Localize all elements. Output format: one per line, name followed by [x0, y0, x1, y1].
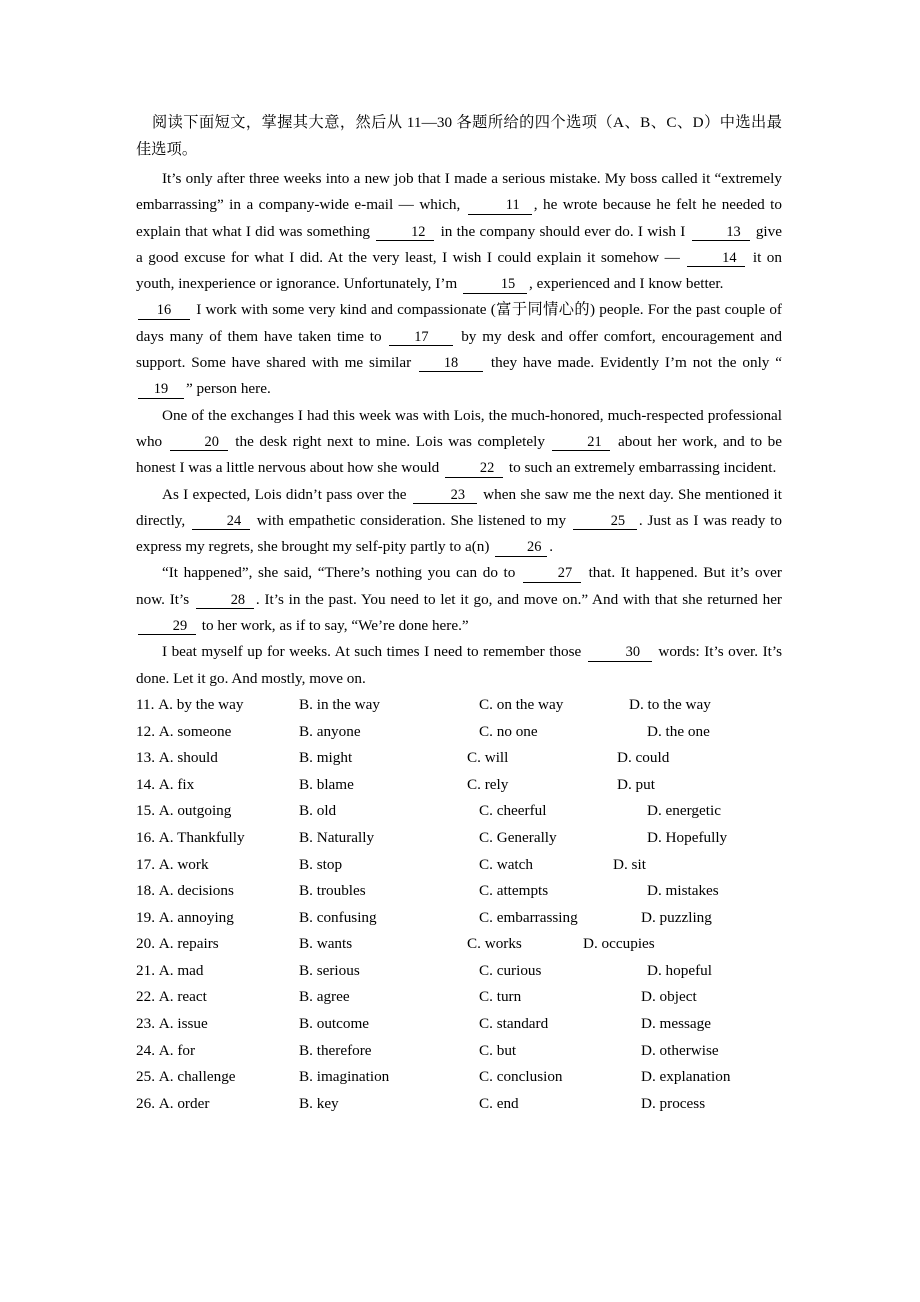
option-d-19[interactable]: D. puzzling — [641, 908, 712, 926]
question-row — [136, 852, 782, 879]
passage-text: it on youth, inexperience or ignorance. Unfortunately, I’m — [136, 248, 782, 293]
cloze-blank-28[interactable]: 28 — [196, 593, 254, 609]
option-d-11[interactable]: D. to the way — [629, 695, 711, 713]
cloze-blank-13[interactable]: 13 — [692, 225, 750, 241]
passage-text: give a good excuse for what I did. At the very least, I wish I could explain it somehow — — [136, 222, 782, 266]
passage-body — [136, 166, 782, 692]
option-a-18[interactable]: A. decisions — [158, 882, 234, 900]
option-d-21[interactable]: D. hopeful — [647, 961, 712, 979]
option-c-26[interactable]: C. end — [479, 1094, 519, 1112]
question-number: 19. — [136, 908, 159, 926]
question-row — [136, 1091, 782, 1118]
question-row — [136, 1038, 782, 1065]
option-b-26[interactable]: B. key — [299, 1094, 339, 1112]
option-d-13[interactable]: D. could — [617, 749, 670, 767]
question-number: 21. — [136, 961, 159, 979]
passage-text: about her work, and to be honest I was a little nervous about how she would — [136, 432, 782, 477]
option-b-20[interactable]: B. wants — [299, 935, 353, 953]
question-row — [136, 878, 782, 905]
cloze-blank-24[interactable]: 24 — [192, 514, 250, 530]
option-c-24[interactable]: C. but — [479, 1041, 517, 1059]
option-c-23[interactable]: C. standard — [479, 1015, 549, 1033]
passage-text: As I expected, Lois didn’t pass over the — [162, 485, 411, 503]
option-a-13[interactable]: A. should — [158, 749, 218, 767]
option-d-24[interactable]: D. otherwise — [641, 1041, 719, 1059]
passage-text: ” person here. — [186, 380, 271, 398]
option-d-22[interactable]: D. object — [641, 988, 697, 1006]
option-b-17[interactable]: B. stop — [299, 855, 343, 873]
cloze-blank-26[interactable]: 26 — [495, 540, 547, 556]
passage-text: . — [549, 538, 554, 556]
passage-text: in the company should ever do. I wish I — [436, 222, 690, 240]
question-number: 17. — [136, 855, 159, 873]
option-a-14[interactable]: A. fix — [158, 775, 195, 793]
cloze-blank-19[interactable]: 19 — [138, 382, 184, 398]
option-b-18[interactable]: B. troubles — [299, 882, 366, 900]
question-number: 26. — [136, 1094, 159, 1112]
option-a-11[interactable]: A. by the way — [158, 695, 244, 713]
option-d-20[interactable]: D. occupies — [583, 935, 655, 953]
option-c-12[interactable]: C. no one — [479, 722, 538, 740]
passage-text: . Just as I was ready to express my regrets, she brought my self-pity partly to a(n) — [136, 511, 782, 556]
option-a-19[interactable]: A. annoying — [158, 908, 234, 926]
option-c-18[interactable]: C. attempts — [479, 882, 549, 900]
passage-text: by my desk and offer comfort, encouragement and support. Some have shared with me similar — [136, 327, 782, 372]
cloze-blank-20[interactable]: 20 — [170, 435, 228, 451]
option-d-12[interactable]: D. the one — [647, 722, 710, 740]
option-c-20[interactable]: C. works — [467, 935, 522, 953]
passage-paragraph — [136, 560, 782, 639]
option-a-15[interactable]: A. outgoing — [158, 802, 232, 820]
option-d-14[interactable]: D. put — [617, 775, 655, 793]
cloze-blank-22[interactable]: 22 — [445, 461, 503, 477]
option-a-16[interactable]: A. Thankfully — [158, 828, 245, 846]
cloze-blank-25[interactable]: 25 — [573, 514, 637, 530]
option-b-25[interactable]: B. imagination — [299, 1068, 390, 1086]
question-number: 25. — [136, 1068, 159, 1086]
option-a-25[interactable]: A. challenge — [158, 1068, 236, 1086]
passage-text: to her work, as if to say, “We’re done here.” — [198, 617, 469, 635]
passage-text: words: It’s over. It’s done. Let it go. And mostly, move on. — [136, 643, 782, 687]
option-a-24[interactable]: A. for — [158, 1041, 196, 1059]
option-b-14[interactable]: B. blame — [299, 775, 354, 793]
question-row — [136, 772, 782, 799]
option-a-20[interactable]: A. repairs — [158, 935, 219, 953]
option-a-22[interactable]: A. react — [158, 988, 207, 1006]
passage-paragraph — [136, 482, 782, 561]
passage-text: One of the exchanges I had this week was with Lois, the much-honored, much-respected professional who — [136, 406, 782, 450]
option-b-12[interactable]: B. anyone — [299, 722, 361, 740]
passage-text: to such an extremely embarrassing incident. — [505, 459, 777, 477]
passage-paragraph — [136, 403, 782, 482]
passage-text: I work with some very kind and compassionate (富于同情心的) people. For the past couple of days many of them have taken time to — [136, 301, 782, 345]
option-c-22[interactable]: C. turn — [479, 988, 522, 1006]
cloze-blank-21[interactable]: 21 — [552, 435, 610, 451]
passage-text: with empathetic consideration. She listened to my — [252, 511, 571, 529]
passage-text: the desk right next to mine. Lois was completely — [229, 432, 551, 450]
option-c-16[interactable]: C. Generally — [479, 828, 557, 846]
passage-text: that. It happened. But it’s over now. It’s — [136, 564, 782, 608]
option-d-17[interactable]: D. sit — [613, 855, 646, 873]
question-number: 15. — [136, 802, 159, 820]
option-b-11[interactable]: B. in the way — [299, 695, 380, 713]
option-d-25[interactable]: D. explanation — [641, 1068, 731, 1086]
option-a-12[interactable]: A. someone — [158, 722, 232, 740]
question-row — [136, 719, 782, 746]
option-b-16[interactable]: B. Naturally — [299, 828, 375, 846]
option-b-24[interactable]: B. therefore — [299, 1041, 372, 1059]
cloze-blank-15[interactable]: 15 — [463, 277, 527, 293]
question-row — [136, 984, 782, 1011]
question-row — [136, 825, 782, 852]
cloze-blank-14[interactable]: 14 — [687, 251, 745, 267]
question-number: 23. — [136, 1015, 159, 1033]
cloze-blank-27[interactable]: 27 — [523, 566, 581, 582]
option-a-17[interactable]: A. work — [158, 855, 209, 873]
option-b-19[interactable]: B. confusing — [299, 908, 377, 926]
question-number: 24. — [136, 1041, 159, 1059]
cloze-blank-29[interactable]: 29 — [138, 619, 196, 635]
question-number: 16. — [136, 828, 159, 846]
question-number: 18. — [136, 882, 159, 900]
question-row — [136, 1064, 782, 1091]
passage-text: , he wrote because he felt he needed to explain that what I did was something — [136, 196, 782, 240]
option-c-21[interactable]: C. curious — [479, 961, 542, 979]
passage-paragraph — [136, 639, 782, 692]
option-c-11[interactable]: C. on the way — [479, 695, 564, 713]
passage-text: . It’s in the past. You need to let it go, and move on.” And with that she returned her — [255, 590, 782, 608]
cloze-blank-23[interactable]: 23 — [413, 488, 477, 504]
question-row — [136, 745, 782, 772]
passage-text: It’s only after three weeks into a new job that I made a serious mistake. My boss called it “extremely embarrassing” in a company-wide e-mail — which, — [136, 170, 782, 214]
option-b-13[interactable]: B. might — [299, 749, 353, 767]
question-row — [136, 1011, 782, 1038]
option-b-21[interactable]: B. serious — [299, 961, 360, 979]
option-c-14[interactable]: C. rely — [467, 775, 509, 793]
option-d-16[interactable]: D. Hopefully — [647, 828, 728, 846]
question-row — [136, 931, 782, 958]
question-number: 12. — [136, 722, 159, 740]
cloze-blank-30[interactable]: 30 — [588, 645, 652, 661]
option-a-23[interactable]: A. issue — [158, 1015, 208, 1033]
option-c-25[interactable]: C. conclusion — [479, 1068, 563, 1086]
option-d-18[interactable]: D. mistakes — [647, 882, 719, 900]
cloze-blank-11[interactable]: 11 — [468, 198, 532, 214]
option-a-26[interactable]: A. order — [158, 1094, 210, 1112]
question-row — [136, 798, 782, 825]
passage-text: , experienced and I know better. — [529, 275, 724, 293]
cloze-blank-16[interactable]: 16 — [138, 303, 190, 319]
passage-text: I beat myself up for weeks. At such times I need to remember those — [162, 643, 586, 661]
option-b-15[interactable]: B. old — [299, 802, 337, 820]
instruction-text: 阅读下面短文，掌握其大意，然后从 11—30 各题所给的四个选项（A、B、C、D）中选出最佳选项。 — [136, 114, 782, 158]
passage-text: they have made. Evidently I’m not the only “ — [485, 354, 783, 372]
option-c-17[interactable]: C. watch — [479, 855, 533, 873]
options-list — [136, 692, 782, 1118]
passage-paragraph — [136, 166, 782, 297]
option-b-23[interactable]: B. outcome — [299, 1015, 370, 1033]
option-d-15[interactable]: D. energetic — [647, 802, 721, 820]
option-d-23[interactable]: D. message — [641, 1015, 712, 1033]
passage-paragraph — [136, 297, 782, 402]
question-number: 11. — [136, 695, 159, 713]
option-a-21[interactable]: A. mad — [158, 961, 204, 979]
question-row — [136, 692, 782, 719]
option-d-26[interactable]: D. process — [641, 1094, 706, 1112]
worksheet-page — [136, 110, 782, 1117]
question-row — [136, 905, 782, 932]
passage-text: “It happened”, she said, “There’s nothing you can do to — [162, 564, 521, 582]
option-b-22[interactable]: B. agree — [299, 988, 350, 1006]
question-number: 13. — [136, 749, 159, 767]
option-c-15[interactable]: C. cheerful — [479, 802, 547, 820]
option-c-13[interactable]: C. will — [467, 749, 509, 767]
question-row — [136, 958, 782, 985]
question-number: 22. — [136, 988, 159, 1006]
passage-text: when she saw me the next day. She mentioned it directly, — [136, 485, 782, 529]
cloze-blank-17[interactable]: 17 — [389, 330, 453, 346]
question-number: 14. — [136, 775, 159, 793]
cloze-blank-12[interactable]: 12 — [376, 225, 434, 241]
cloze-blank-18[interactable]: 18 — [419, 356, 483, 372]
option-c-19[interactable]: C. embarrassing — [479, 908, 578, 926]
question-number: 20. — [136, 935, 159, 953]
